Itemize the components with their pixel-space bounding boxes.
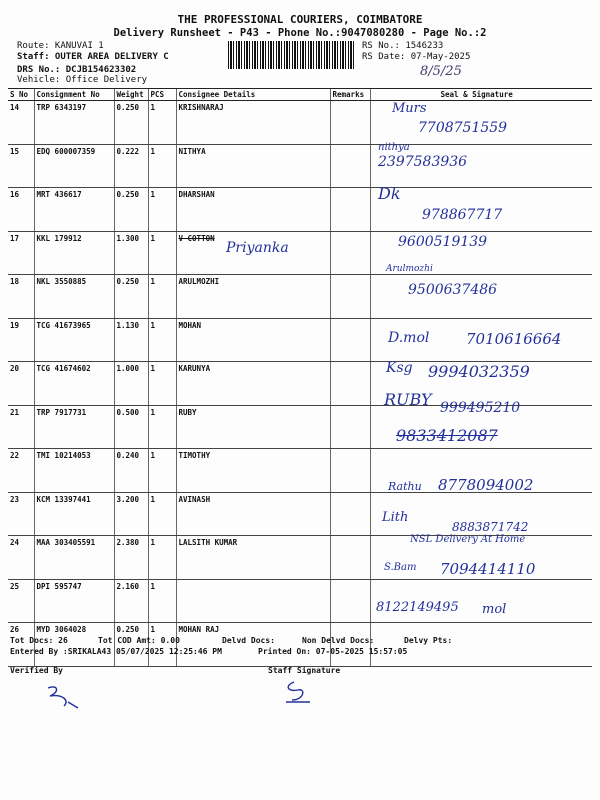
cell-sno: 18	[8, 275, 34, 319]
phone-15: 2397583936	[378, 154, 468, 170]
printed-on: Printed On: 07-05-2025 15:57:05	[258, 647, 408, 656]
table-row	[8, 275, 592, 319]
cell-consignment: KCM 13397441	[34, 492, 114, 536]
phone-25: 7094414110	[440, 560, 536, 578]
table-row	[8, 188, 592, 232]
signature-15: nithya	[378, 142, 410, 153]
cell-pcs: 1	[148, 362, 176, 406]
header-remarks: Remarks	[330, 89, 370, 101]
header-signature: Seal & Signature	[370, 89, 592, 101]
cell-remarks	[330, 579, 370, 623]
cell-remarks	[330, 144, 370, 188]
phone-20: 9994032359	[428, 362, 530, 381]
delivery-note-24: NSL Delivery At Home	[410, 534, 526, 545]
signature-23: Rathu	[388, 480, 422, 493]
cell-consignee: MOHAN	[176, 318, 330, 362]
handwritten-date: 8/5/25	[420, 64, 462, 79]
route-label: Route: KANUVAI 1	[17, 41, 104, 51]
signature-25: S.Bam	[384, 562, 417, 573]
signature-26: mol	[482, 602, 507, 617]
signature-19: D.mol	[388, 330, 430, 346]
cell-sno: 20	[8, 362, 34, 406]
cell-weight: 0.250	[114, 275, 148, 319]
cell-sno: 16	[8, 188, 34, 232]
cell-pcs: 1	[148, 623, 176, 667]
cell-sno: 26	[8, 623, 34, 667]
cell-pcs: 1	[148, 405, 176, 449]
phone-24: 8883871742	[452, 520, 529, 534]
cell-consignment: DPI 595747	[34, 579, 114, 623]
cell-consignee: KRISHNARAJ	[176, 101, 330, 145]
table-row	[8, 144, 592, 188]
cell-weight: 1.000	[114, 362, 148, 406]
cell-remarks	[330, 536, 370, 580]
cell-consignee: V COTTON	[176, 231, 330, 275]
cell-sno: 23	[8, 492, 34, 536]
cell-sno: 19	[8, 318, 34, 362]
total-docs: Tot Docs: 26	[10, 636, 68, 645]
cell-consignment: MAA 303405591	[34, 536, 114, 580]
barcode	[228, 41, 356, 69]
cell-pcs: 1	[148, 231, 176, 275]
cell-consignee: TIMOTHY	[176, 449, 330, 493]
cell-sno: 15	[8, 144, 34, 188]
cell-consignee: KARUNYA	[176, 362, 330, 406]
table-row	[8, 623, 592, 667]
cell-sno: 22	[8, 449, 34, 493]
cell-consignment: TMI 10214053	[34, 449, 114, 493]
cell-remarks	[330, 101, 370, 145]
cell-consignment: MYD 3064028	[34, 623, 114, 667]
phone-14: 7708751559	[418, 120, 508, 136]
phone-17: 9600519139	[398, 234, 488, 250]
cell-consignee: MOHAN RAJ	[176, 623, 330, 667]
cell-pcs: 1	[148, 579, 176, 623]
cell-remarks	[330, 231, 370, 275]
phone-21: 999495210	[440, 400, 521, 416]
cell-consignment: KKL 179912	[34, 231, 114, 275]
signature-16: Dk	[378, 184, 401, 203]
signature-20: Ksg	[386, 360, 413, 376]
cell-weight: 3.200	[114, 492, 148, 536]
cell-consignee	[176, 579, 330, 623]
cell-weight: 1.130	[114, 318, 148, 362]
handwritten-consignee-17: Priyanka	[226, 240, 289, 256]
signature-14: Murs	[392, 101, 427, 116]
cell-consignment: TRP 7917731	[34, 405, 114, 449]
cell-consignee: RUBY	[176, 405, 330, 449]
header-pcs: PCS	[148, 89, 176, 101]
cell-consignment: TCG 41674602	[34, 362, 114, 406]
staff-label: Staff: OUTER AREA DELIVERY C	[17, 52, 169, 62]
cell-pcs: 1	[148, 101, 176, 145]
cell-consignee: NITHYA	[176, 144, 330, 188]
cell-pcs: 1	[148, 275, 176, 319]
cell-pcs: 1	[148, 536, 176, 580]
phone-22: 9833412087	[396, 426, 498, 445]
cell-remarks	[330, 405, 370, 449]
phone-23: 8778094002	[438, 476, 534, 494]
rs-date: RS Date: 07-May-2025	[362, 52, 471, 62]
cell-consignment: TRP 6343197	[34, 101, 114, 145]
cell-sno: 14	[8, 101, 34, 145]
cell-remarks	[330, 449, 370, 493]
cell-weight: 0.240	[114, 449, 148, 493]
company-title: THE PROFESSIONAL COURIERS, COIMBATORE	[177, 13, 423, 26]
cell-weight: 0.250	[114, 188, 148, 232]
phone-18: 9500637486	[408, 282, 498, 298]
verifier-signature-scribble	[40, 680, 90, 712]
table-header-row	[8, 89, 592, 101]
cell-remarks	[330, 318, 370, 362]
signature-18: Arulmozhi	[386, 264, 433, 274]
cell-pcs: 1	[148, 188, 176, 232]
delivered-docs: Delvd Docs:	[222, 636, 275, 645]
cell-weight: 0.222	[114, 144, 148, 188]
cell-consignee: LALSITH KUMAR	[176, 536, 330, 580]
cell-weight: 2.380	[114, 536, 148, 580]
cell-consignment: TCG 41673965	[34, 318, 114, 362]
cell-sno: 21	[8, 405, 34, 449]
cell-consignee: AVINASH	[176, 492, 330, 536]
non-delivered-docs: Non Delvd Docs:	[302, 636, 375, 645]
header-sno: S No	[8, 89, 34, 101]
cell-remarks	[330, 492, 370, 536]
entered-by: Entered By :SRIKALA43 05/07/2025 12:25:46 PM	[10, 647, 222, 656]
cell-consignee: ARULMOZHI	[176, 275, 330, 319]
cell-remarks	[330, 275, 370, 319]
cell-consignment: MRT 436617	[34, 188, 114, 232]
total-cod-amount: Tot COD Amt: 0.00	[98, 636, 180, 645]
table-row	[8, 231, 592, 275]
delivery-points: Delvy Pts:	[404, 636, 453, 645]
cell-pcs: 1	[148, 449, 176, 493]
cell-remarks	[330, 188, 370, 232]
staff-signature-label: Staff Signature	[268, 666, 341, 675]
phone-26: 8122149495	[376, 600, 459, 615]
cell-sno: 17	[8, 231, 34, 275]
cell-weight: 0.250	[114, 623, 148, 667]
cell-pcs: 1	[148, 318, 176, 362]
verified-by-label: Verified By	[10, 666, 63, 675]
cell-weight: 1.300	[114, 231, 148, 275]
header-consignment: Consignment No	[34, 89, 114, 101]
cell-weight: 2.160	[114, 579, 148, 623]
drs-number: DRS No.: DCJB154623302	[17, 65, 137, 75]
cell-weight: 0.500	[114, 405, 148, 449]
cell-sno: 25	[8, 579, 34, 623]
cell-pcs: 1	[148, 492, 176, 536]
phone-16: 978867717	[422, 207, 503, 223]
rs-number: RS No.: 1546233	[362, 41, 444, 51]
cell-consignment: NKL 3550885	[34, 275, 114, 319]
header-consignee: Consignee Details	[176, 89, 330, 101]
header-weight: Weight	[114, 89, 148, 101]
staff-signature-scribble	[280, 678, 320, 708]
cell-sno: 24	[8, 536, 34, 580]
vehicle-label: Vehicle: Office Delivery	[17, 75, 148, 85]
cell-consignment: EDQ 600007359	[34, 144, 114, 188]
signature-24: Lith	[382, 510, 409, 525]
cell-weight: 0.250	[114, 101, 148, 145]
cell-remarks	[330, 362, 370, 406]
signature-21: RUBY	[384, 390, 432, 409]
runsheet-subtitle: Delivery Runsheet - P43 - Phone No.:9047080280 - Page No.:2	[113, 27, 487, 39]
cell-pcs: 1	[148, 144, 176, 188]
cell-consignee: DHARSHAN	[176, 188, 330, 232]
phone-19: 7010616664	[466, 330, 562, 348]
